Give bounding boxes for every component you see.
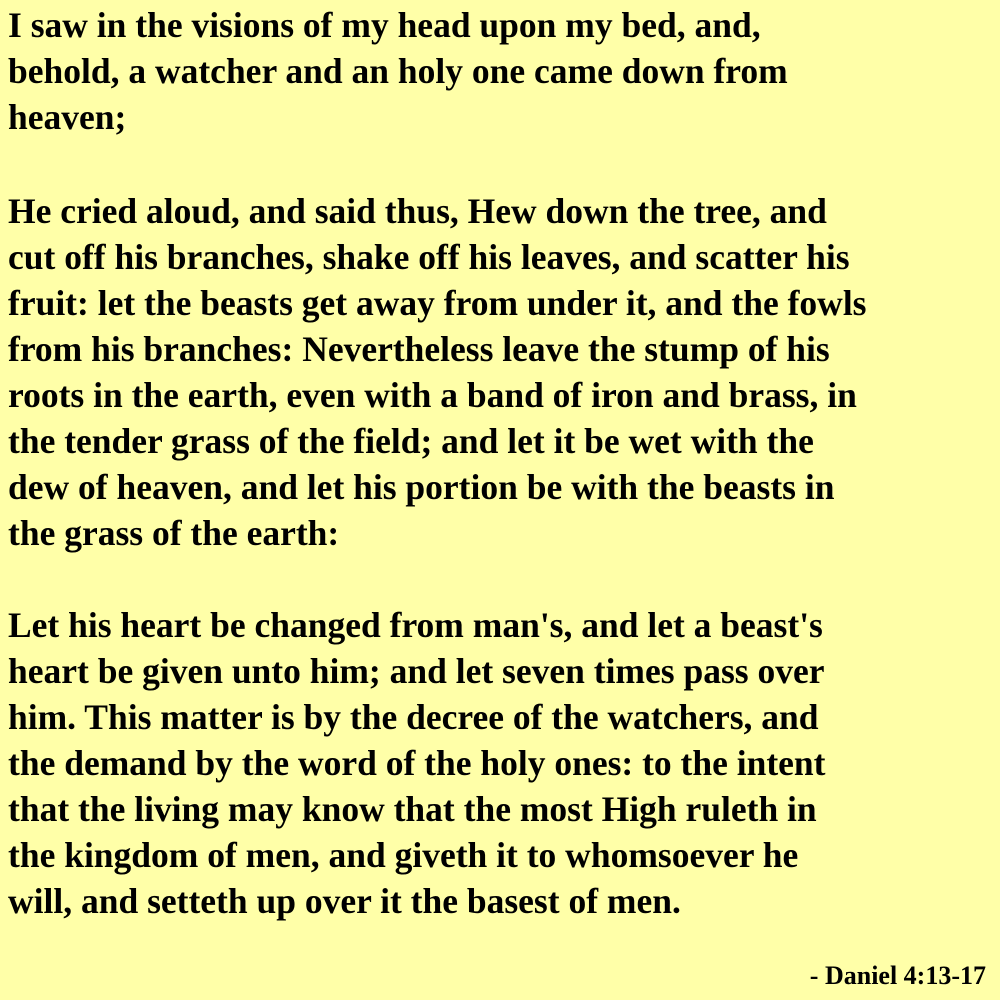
passage-paragraph-2: He cried aloud, and said thus, Hew down the tree, and cut off his branches, shake off his leaves, and scatter his fruit: let the beasts get away from under it, and the fowls from his branches: Nevertheless leave the stump of his roots in the earth, even with a band of iron and brass, in the tender grass of the field; and let it be wet with the dew of heaven, and let his portion be with the beasts in the grass of the earth:	[8, 191, 867, 553]
passage-paragraph-3: Let his heart be changed from man's, and let a beast's heart be given unto him; and let seven times pass over him. This matter is by the decree of the watchers, and the demand by the word of the holy ones: to the intent that the living may know that the most High ruleth in the kingdom of men, and giveth it to whomsoever he will, and setteth up over it the basest of men.	[8, 605, 826, 921]
passage-paragraph-1: I saw in the visions of my head upon my bed, and, behold, a watcher and an holy one came down from heaven;	[8, 5, 788, 137]
scripture-citation: - Daniel 4:13-17	[809, 961, 986, 990]
scripture-passage	[8, 2, 992, 998]
